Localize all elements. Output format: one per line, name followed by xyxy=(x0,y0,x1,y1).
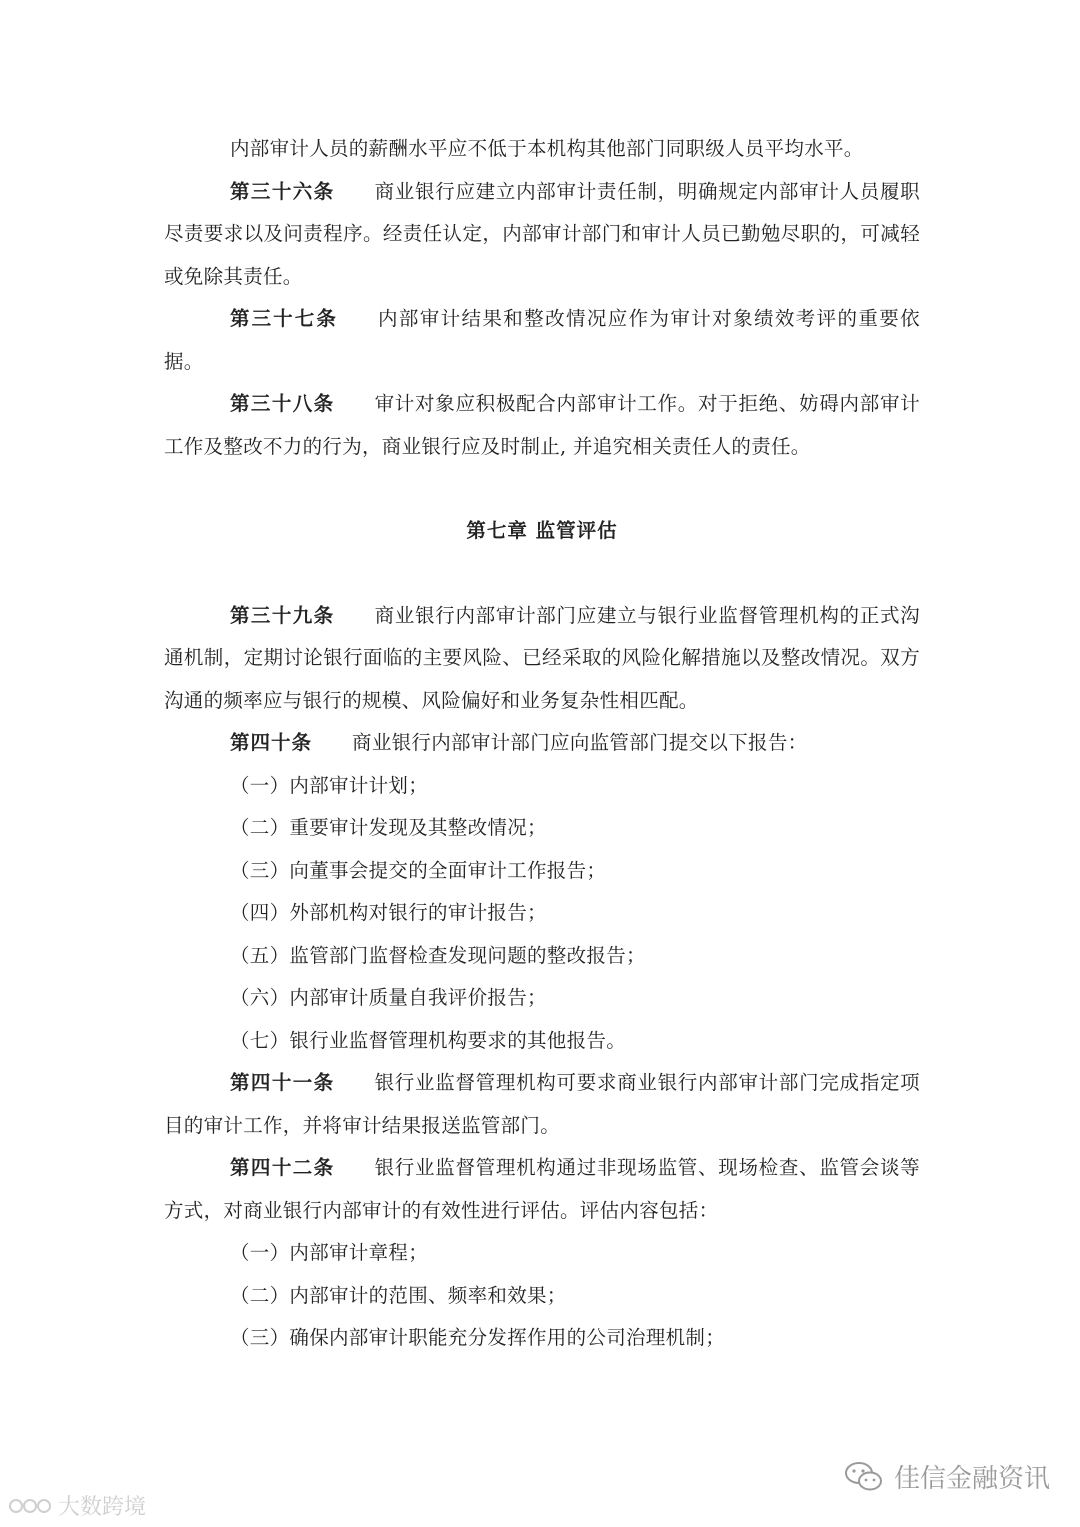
article-41 xyxy=(164,1062,920,1147)
list-item: （二）重要审计发现及其整改情况； xyxy=(230,816,547,839)
article-38 xyxy=(164,383,920,468)
paragraph-text: 内部审计人员的薪酬水平应不低于本机构其他部门同职级人员平均水平。 xyxy=(230,137,864,160)
article-text: 内部审计结果和整改情况应作为审计对象绩效考评的重要依据。 xyxy=(164,307,920,373)
article-number: 第四十二条 xyxy=(230,1156,335,1179)
list-item: （七）银行业监督管理机构要求的其他报告。 xyxy=(230,1028,627,1052)
list-item: （三）确保内部审计职能充分发挥作用的公司治理机制； xyxy=(230,1326,726,1349)
article-37 xyxy=(164,298,920,383)
article-number: 第四十条 xyxy=(230,731,313,754)
article-number: 第四十一条 xyxy=(230,1071,335,1094)
article-number: 第三十八条 xyxy=(230,392,335,415)
list-item: （三）向董事会提交的全面审计工作报告； xyxy=(230,858,607,882)
article-text: 商业银行内部审计部门应向监管部门提交以下报告： xyxy=(352,731,808,754)
list-item: （六）内部审计质量自我评价报告； xyxy=(230,986,547,1009)
article-number: 第三十六条 xyxy=(230,179,335,203)
list-item: （五）监管部门监督检查发现问题的整改报告； xyxy=(230,943,646,967)
article-text: 商业银行应建立内部审计责任制，明确规定内部审计人员履职尽责要求以及问责程序。经责任认定，内部审计部门和审计人员已勤勉尽职的，可减轻或免除其责任。 xyxy=(164,179,920,288)
list-item: （四）外部机构对银行的审计报告； xyxy=(230,901,547,924)
list-item: （二）内部审计的范围、频率和效果； xyxy=(230,1283,567,1307)
chapter-title: 第七章 监管评估 xyxy=(466,519,618,542)
watermark-left xyxy=(8,1490,146,1521)
logo-icon xyxy=(8,1495,52,1517)
paragraph-salary xyxy=(164,128,920,171)
article-text: 商业银行内部审计部门应建立与银行业监督管理机构的正式沟通机制，定期讨论银行面临的主要风险、已经采取的风险化解措施以及整改情况。双方沟通的频率应与银行的规模、风险偏好和业务复杂性相匹配。 xyxy=(164,603,920,712)
watermark-right xyxy=(844,1458,1050,1495)
article-number: 第三十七条 xyxy=(230,307,338,330)
article-40 xyxy=(164,722,920,765)
watermark-right-text: 佳信金融资讯 xyxy=(893,1464,1050,1494)
article-text: 银行业监督管理机构通过非现场监管、现场检查、监管会谈等方式，对商业银行内部审计的有效性进行评估。评估内容包括： xyxy=(164,1156,920,1222)
list-item: （一）内部审计章程； xyxy=(230,1241,429,1264)
watermark-left-text: 大数跨境 xyxy=(58,1495,147,1520)
article-36 xyxy=(164,171,920,299)
article-text: 审计对象应积极配合内部审计工作。对于拒绝、妨碍内部审计工作及整改不力的行为，商业银行应及时制止, 并追究相关责任人的责任。 xyxy=(164,392,920,458)
article-39 xyxy=(164,595,920,723)
article-text: 银行业监督管理机构可要求商业银行内部审计部门完成指定项目的审计工作，并将审计结果报送监管部门。 xyxy=(164,1071,920,1137)
article-42 xyxy=(164,1147,920,1232)
document-page xyxy=(164,128,920,1360)
wechat-icon xyxy=(844,1460,884,1494)
article-number: 第三十九条 xyxy=(230,603,335,627)
list-item: （一）内部审计计划； xyxy=(230,773,429,797)
